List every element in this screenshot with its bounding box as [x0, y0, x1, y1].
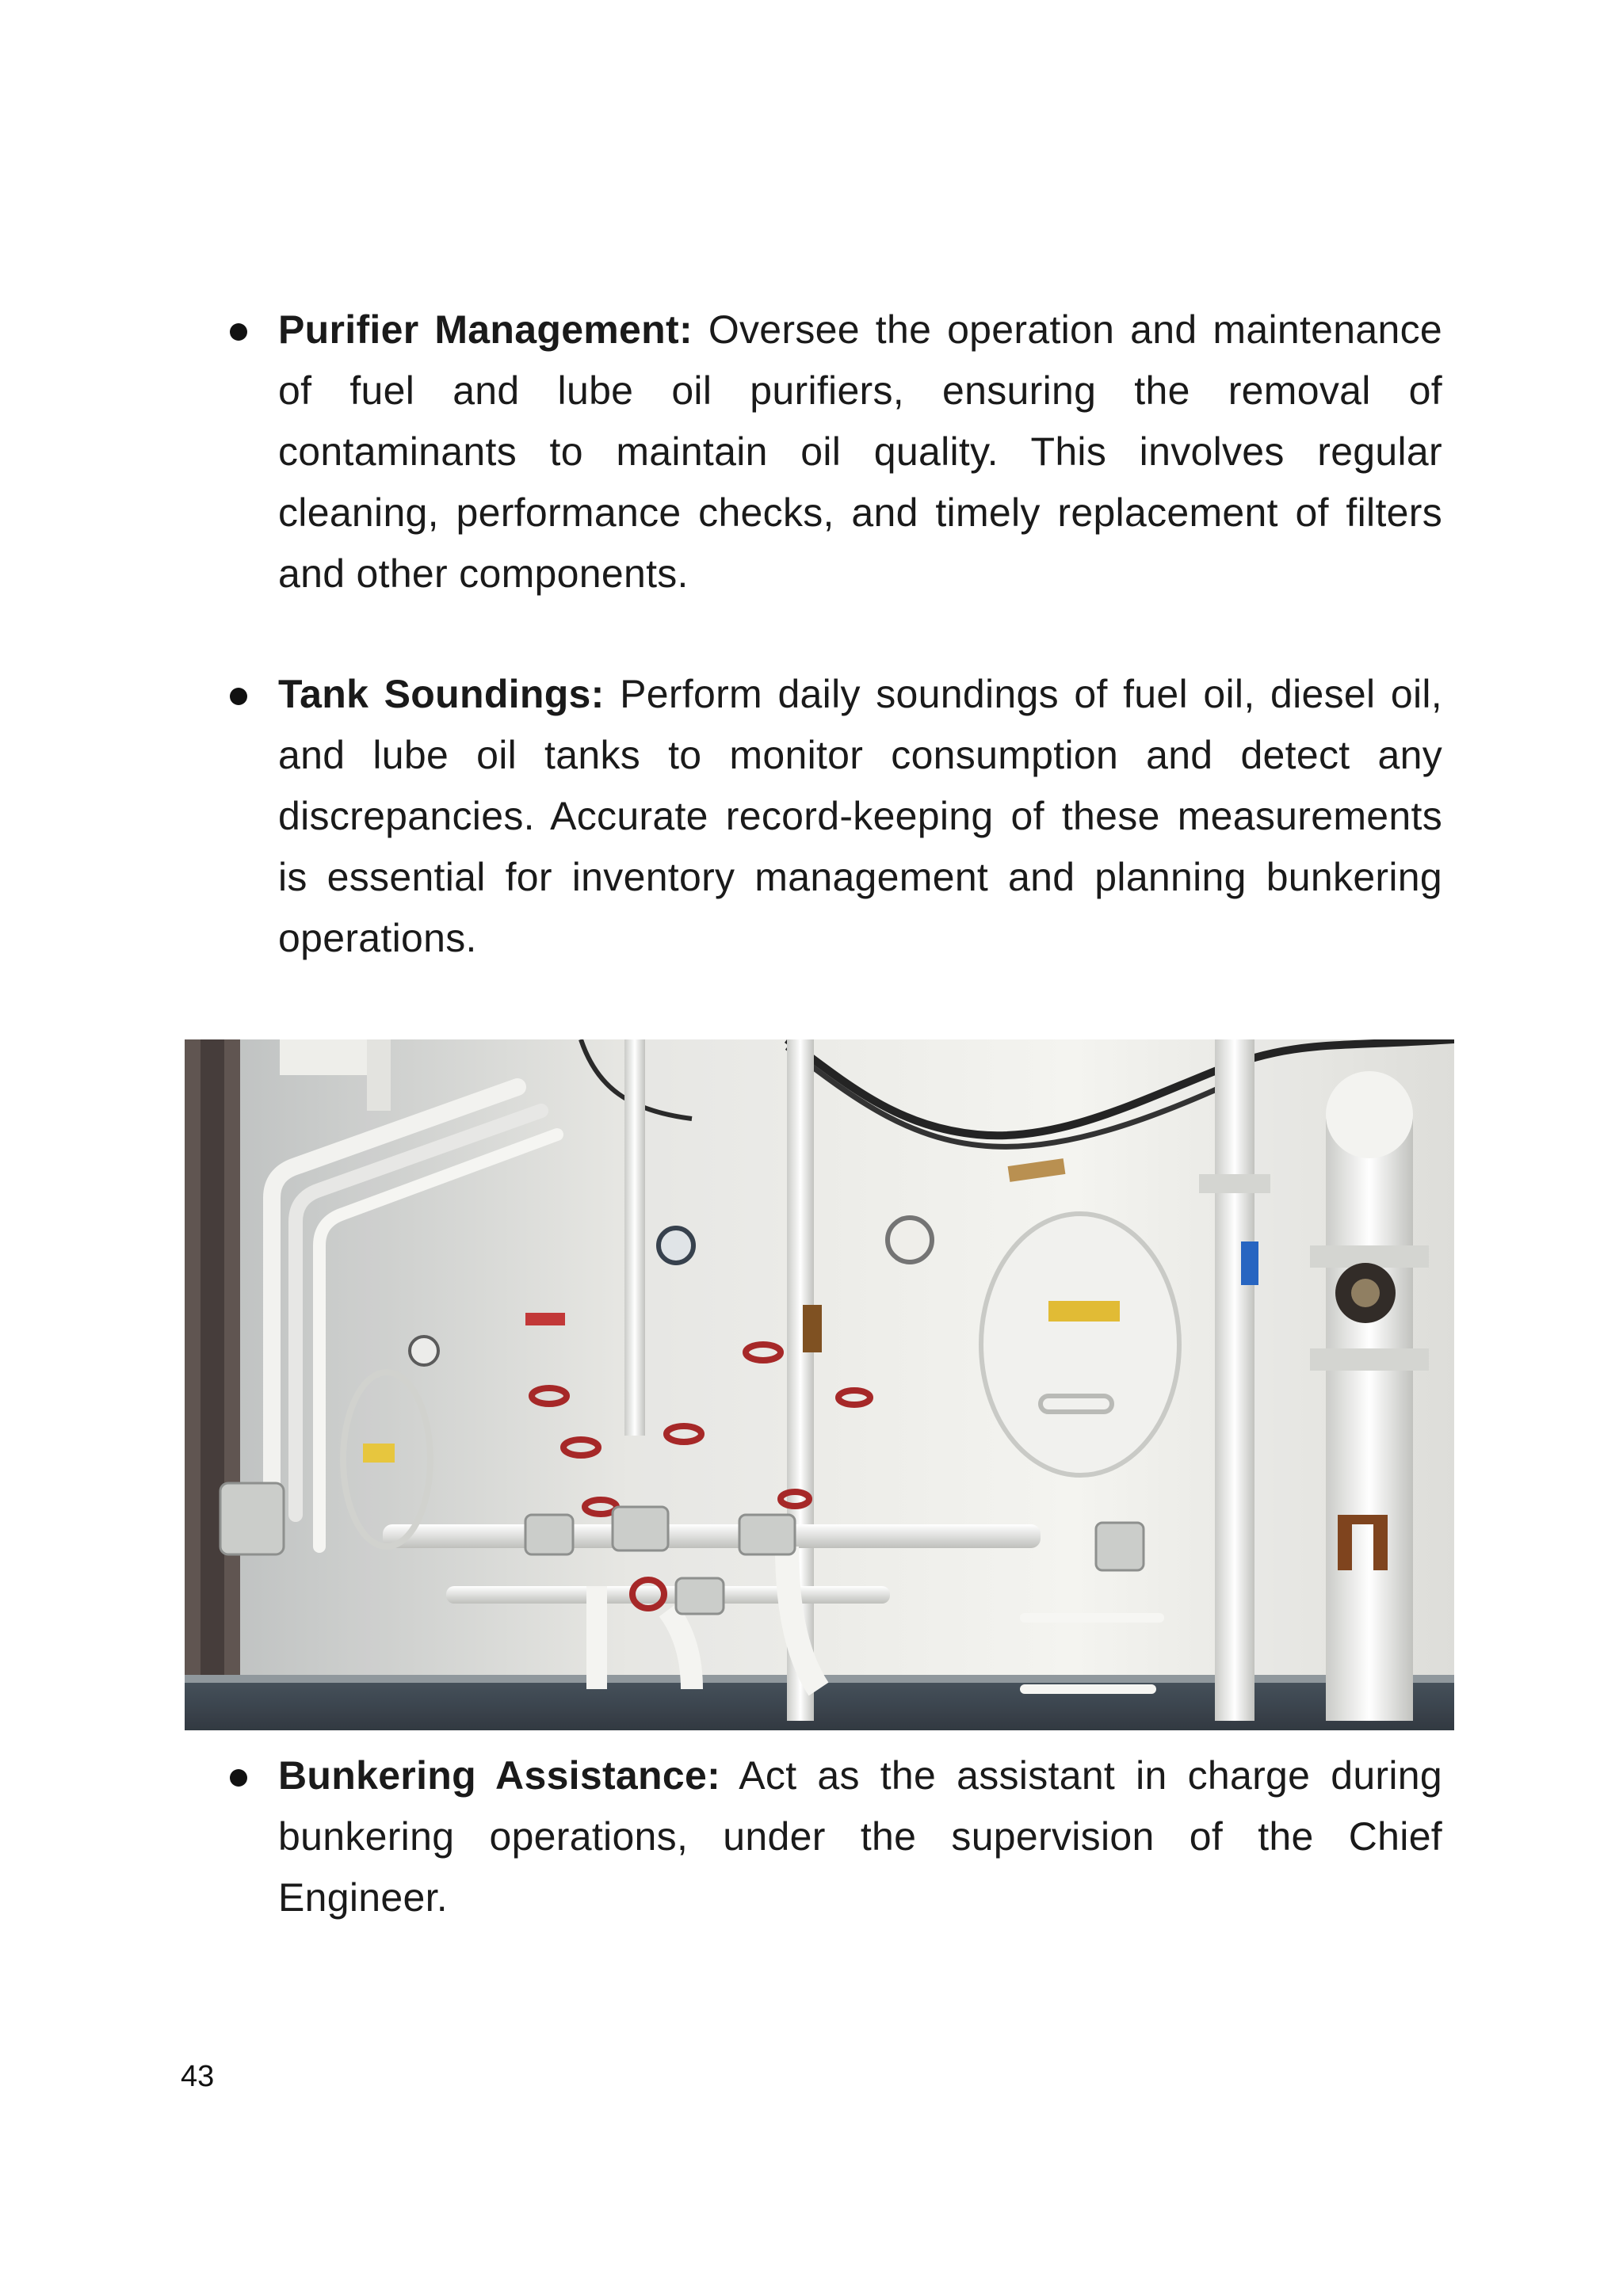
- list-item-text: [278, 664, 1442, 969]
- list-item-body: Act as the assistant in charge during bunkering operations, under the supervision of the Chief Engineer.: [278, 1753, 1442, 1920]
- list-item-body: Oversee the operation and maintenance of fuel and lube oil purifiers, ensuring the removal of contaminants to maintain oil quality. This involves regular cleaning, performance checks, and timely replacement of filters and other components.: [278, 307, 1442, 596]
- list-item-bunkering-assistance: [230, 1745, 1442, 1928]
- list-item-tank-soundings: [230, 664, 1442, 969]
- list-item-purifier-management: [230, 299, 1442, 605]
- page-number: 43: [181, 2060, 215, 2093]
- list-item-body: Perform daily soundings of fuel oil, diesel oil, and lube oil tanks to monitor consumption and detect any discrepancies. Accurate record-keeping of these measurements is essential for inventory management and planning bunkering operations.: [278, 672, 1442, 960]
- engine-room-pipework-photo: [185, 1039, 1454, 1730]
- list-item-text: [278, 299, 1442, 605]
- list-item-label: Tank Soundings:: [278, 672, 605, 716]
- bullet-icon: [230, 1769, 247, 1787]
- list-item-label: Purifier Management:: [278, 307, 693, 352]
- list-item-text: [278, 1745, 1442, 1928]
- list-item-label: Bunkering Assistance:: [278, 1753, 721, 1798]
- bullet-icon: [230, 323, 247, 341]
- bullet-icon: [230, 688, 247, 705]
